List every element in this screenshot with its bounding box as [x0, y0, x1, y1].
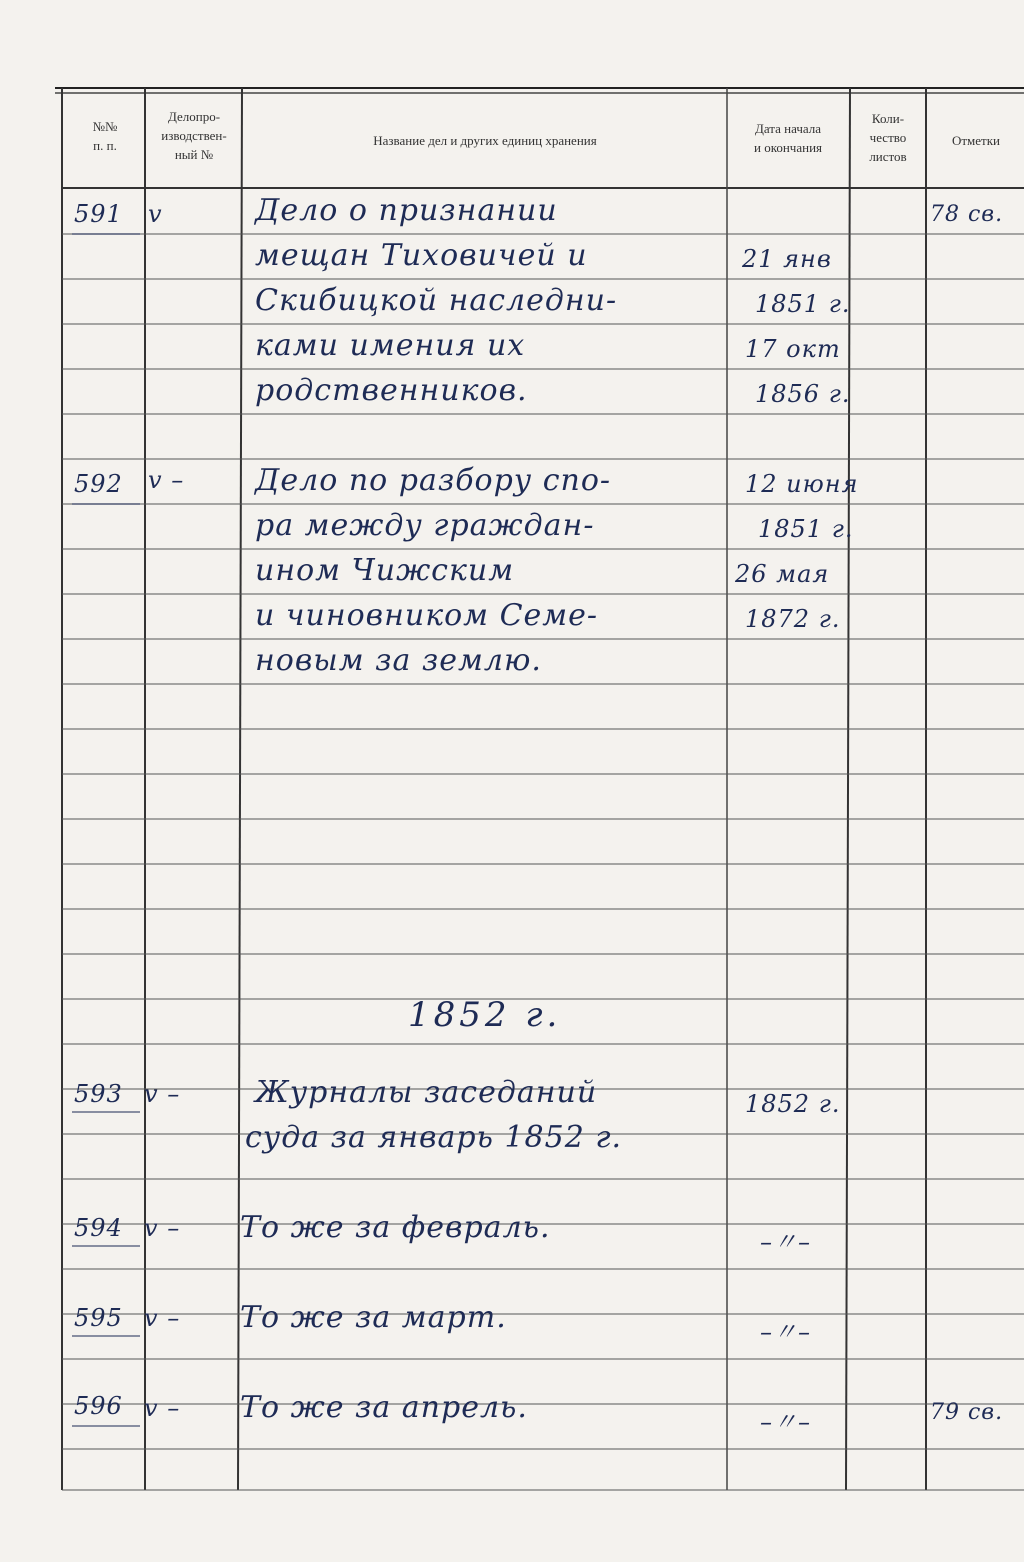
- date-line: 1856 г.: [755, 380, 851, 408]
- header-number: №№ п. п.: [92, 119, 118, 153]
- title-line: и чиновником Семе-: [255, 598, 599, 633]
- note-mark: 78 св.: [930, 202, 1004, 227]
- title-line: Журналы заседаний: [255, 1075, 598, 1110]
- date-line: –〃–: [760, 1318, 811, 1346]
- title-line: Дело о признании: [255, 193, 558, 228]
- date-line: 1872 г.: [745, 605, 841, 633]
- title-line: мещан Тиховичей и: [255, 238, 588, 273]
- entry-number: 592: [74, 470, 123, 498]
- title-line: ином Чижским: [255, 553, 515, 588]
- entry-number: 596: [74, 1392, 123, 1420]
- date-line: 1851 г.: [758, 515, 854, 543]
- header-title: Название дел и других единиц хранения: [373, 133, 597, 148]
- title-line: Дело по разбору спо-: [255, 463, 612, 498]
- date-line: 12 июня: [745, 470, 859, 498]
- check-mark: v –: [144, 1214, 181, 1242]
- header-office-number: Делопро- изводствен- ный №: [161, 109, 227, 162]
- date-line: –〃–: [760, 1408, 811, 1436]
- title-line: ками имения их: [255, 328, 526, 363]
- title-line: ра между граждан-: [255, 508, 595, 543]
- title-line: То же за апрель.: [240, 1390, 528, 1425]
- check-mark: v –: [148, 466, 185, 494]
- title-line: То же за март.: [240, 1300, 507, 1335]
- date-line: 26 мая: [735, 560, 830, 588]
- title-line: суда за январь 1852 г.: [245, 1120, 623, 1155]
- note-mark: 79 св.: [930, 1400, 1004, 1425]
- entry-number: 591: [74, 200, 123, 228]
- check-mark: v: [148, 200, 163, 228]
- header-sheet-count: Коли- чество листов: [869, 111, 907, 164]
- header-notes: Отметки: [951, 133, 1001, 148]
- entry-number: 593: [74, 1080, 123, 1108]
- check-mark: v –: [144, 1080, 181, 1108]
- date-line: 1852 г.: [745, 1090, 841, 1118]
- year-heading: 1852 г.: [408, 995, 562, 1035]
- title-line: Скибицкой наследни-: [255, 283, 618, 318]
- date-line: 1851 г.: [755, 290, 851, 318]
- check-mark: v –: [144, 1394, 181, 1422]
- title-line: То же за февраль.: [240, 1210, 551, 1245]
- entry-number: 594: [74, 1214, 123, 1242]
- entry-number: 595: [74, 1304, 123, 1332]
- date-line: 17 окт: [745, 335, 841, 363]
- title-line: родственников.: [255, 373, 528, 408]
- date-line: –〃–: [760, 1228, 811, 1256]
- check-mark: v –: [144, 1304, 181, 1332]
- date-line: 21 янв: [742, 245, 832, 273]
- header-dates: Дата начала и окончания: [753, 121, 823, 155]
- title-line: новым за землю.: [255, 643, 542, 678]
